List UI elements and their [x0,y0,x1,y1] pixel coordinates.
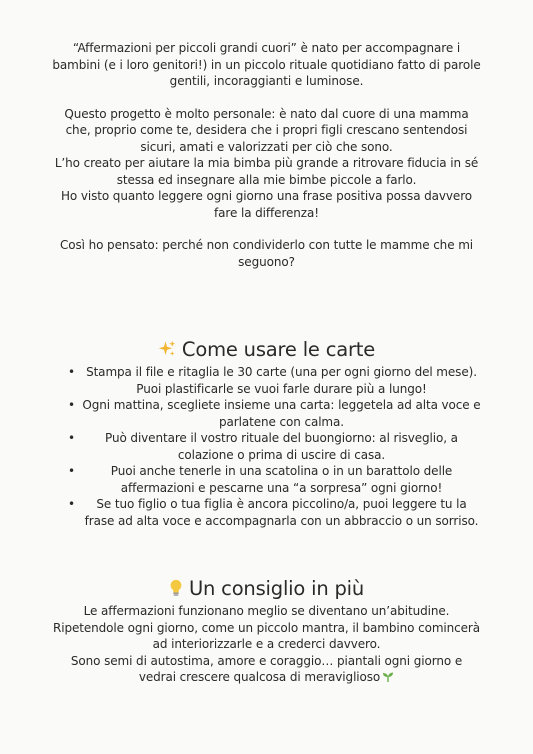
list-item [52,463,481,496]
step-text: Stampa il file e ritaglia le 30 carte (una per ogni giorno del mese). Puoi plastificarle se vuoi farle durare più a lungo! [86,365,477,396]
bullet: • [68,398,75,412]
step-text: Ogni mattina, scegliete insieme una carta: leggetela ad alta voce e parlatene con calma. [82,398,481,429]
intro-paragraph-3: Così ho pensato: perché non condividerlo con tutte le mamme che mi seguono? [59,238,474,269]
bullet: • [68,464,75,478]
bullet: • [68,497,75,511]
howto-title-text: Come usare le carte [181,338,376,361]
tip-line-3 [52,653,481,688]
step-text: Se tuo figlio o tua figlia è ancora piccolino/a, puoi leggere tu la frase ad alta voce e accompagnarla con un abbraccio o un sorriso. [84,497,479,528]
intro-paragraph-1: “Affermazioni per piccoli grandi cuori” è nato per accompagnare i bambini (e i loro genitori!) in un piccolo rituale quotidiano fatto di parole gentili, incoraggianti e luminose. [52,41,481,88]
list-item [52,496,481,529]
list-item [52,364,481,397]
list-item [52,430,481,463]
sparkle-icon [158,340,176,358]
step-text: Può diventare il vostro rituale del buongiorno: al risveglio, a colazione o prima di uscire di casa. [105,431,458,462]
howto-steps-list [52,364,481,529]
step-text: Puoi anche tenerle in una scatolina o in un barattolo delle affermazioni e pescarne una “a sorpresa” ogni giorno! [110,464,453,495]
bullet: • [68,365,75,379]
intro-paragraph-2-line-2: L’ho creato per aiutare la mia bimba più grande a ritrovare fiducia in sé stessa ed insegnare alla mie bimbe piccole a farlo. [54,156,479,187]
intro-paragraph-2-line-3: Ho visto quanto leggere ogni giorno una frase positiva possa davvero fare la differenza! [60,189,473,220]
tip-line-2: Ripetendole ogni giorno, come un piccolo mantra, il bambino comincerà ad interiorizzarle e a crederci davvero. [52,620,481,651]
tip-title-text: Un consiglio in più [188,577,365,600]
tip-section [52,577,481,688]
tip-body [52,603,481,688]
intro-section [52,40,481,270]
tip-title [52,577,481,601]
tip-line-1: Le affermazioni funzionano meglio se diventano un’abitudine. [83,604,450,618]
tip-line-3-text: Sono semi di autostima, amore e coraggio… piantali ogni giorno e vedrai crescere qualcosa di meraviglioso [70,653,463,684]
lightbulb-icon [169,579,183,597]
list-item [52,397,481,430]
sprout-icon [382,671,394,688]
intro-paragraph-2-line-1: Questo progetto è molto personale: è nato dal cuore di una mamma che, proprio come te, desidera che i propri figli crescano sentendosi sicuri, amati e valorizzati per ciò che sono. [64,106,469,154]
howto-title [52,338,481,362]
bullet: • [68,431,75,445]
howto-section [52,338,481,529]
